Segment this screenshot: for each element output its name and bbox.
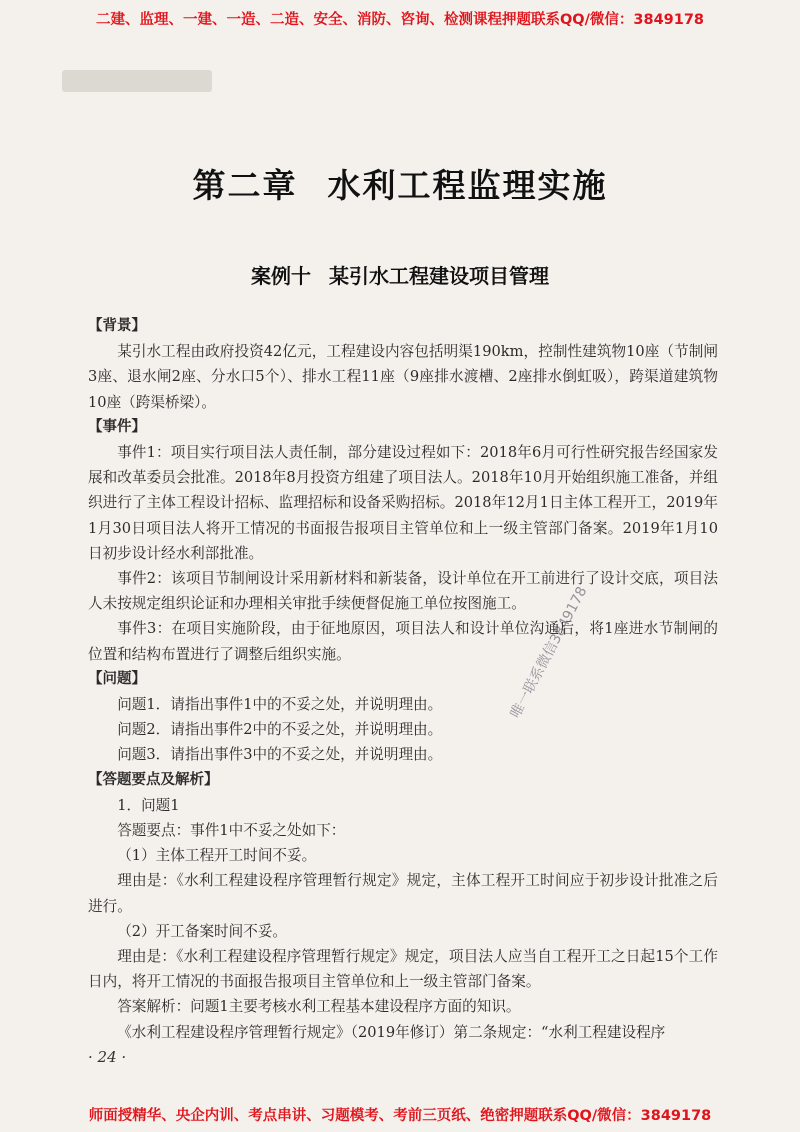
background-paragraph: 某引水工程由政府投资42亿元，工程建设内容包括明渠190km，控制性建筑物10座（节制闸3座、退水闸2座、分水口5个）、排水工程11座（9座排水渡槽、2座排水倒虹吸），跨渠道建筑物10座（跨渠桥梁）。 bbox=[88, 343, 718, 411]
chapter-name: 水利工程监理实施 bbox=[327, 166, 608, 205]
answer-1-title: 1．问题1 bbox=[117, 796, 180, 814]
answer-1-intro: 答题要点：事件1中不妥之处如下： bbox=[117, 822, 346, 840]
answer-1-reason-2: 理由是：《水利工程建设程序管理暂行规定》规定，项目法人应当自工程开工之日起15个工作日内，将开工情况的书面报告报项目主管单位和上一级主管部门备案。 bbox=[88, 948, 718, 991]
chapter-title bbox=[0, 160, 800, 207]
events-heading: 【事件】 bbox=[88, 418, 146, 435]
answer-1-reason-1: 理由是：《水利工程建设程序管理暂行规定》规定，主体工程开工时间应于初步设计批准之后进行。 bbox=[88, 872, 718, 915]
case-name: 某引水工程建设项目管理 bbox=[329, 264, 549, 288]
document-body bbox=[88, 314, 718, 1045]
analysis-paragraph: 答案解析：问题1主要考核水利工程基本建设程序方面的知识。 bbox=[117, 998, 521, 1016]
event-3-paragraph: 事件3：在项目实施阶段，由于征地原因，项目法人和设计单位沟通后，将1座进水节制闸的位置和结构布置进行了调整后组织实施。 bbox=[88, 620, 718, 663]
event-2-paragraph: 事件2：该项目节制闸设计采用新材料和新装备，设计单位在开工前进行了设计交底，项目法人未按规定组织论证和办理相关审批手续便督促施工单位按图施工。 bbox=[88, 570, 718, 613]
event-1-paragraph: 事件1：项目实行项目法人责任制，部分建设过程如下：2018年6月可行性研究报告经国家发展和改革委员会批准。2018年8月投资方组建了项目法人。2018年10月开始组织施工准备，并组织进行了主体工程设计招标、监理招标和设备采购招标。2018年12月1日主体工程开工，2019年1月30日项目法人将开工情况的书面报告报项目主管单位和上一级主管部门备案。2019年1月10日初步设计经水利部批准。 bbox=[88, 444, 718, 562]
page-number: · 24 · bbox=[88, 1048, 127, 1066]
regulation-paragraph: 《水利工程建设程序管理暂行规定》（2019年修订）第二条规定：“水利工程建设程序 bbox=[117, 1023, 666, 1041]
answer-1-item-1: （1）主体工程开工时间不妥。 bbox=[117, 847, 317, 865]
diagonal-watermark: 唯一联系微信3849178 bbox=[507, 584, 591, 721]
case-number: 案例十 bbox=[251, 264, 311, 288]
questions-heading: 【问题】 bbox=[88, 670, 146, 687]
question-2: 问题2．请指出事件2中的不妥之处，并说明理由。 bbox=[117, 721, 443, 739]
question-3: 问题3．请指出事件3中的不妥之处，并说明理由。 bbox=[117, 746, 443, 764]
chapter-number: 第二章 bbox=[192, 166, 298, 205]
bottom-contact-banner: 师面授精华、央企内训、考点串讲、习题模考、考前三页纸、绝密押题联系QQ/微信：3849178 bbox=[88, 1108, 712, 1124]
answers-heading: 【答题要点及解析】 bbox=[88, 771, 219, 788]
top-contact-banner: 二建、监理、一建、一造、二造、安全、消防、咨询、检测课程押题联系QQ/微信：3849178 bbox=[95, 12, 705, 28]
case-title bbox=[0, 260, 800, 289]
answer-1-item-2: （2）开工备案时间不妥。 bbox=[117, 922, 288, 940]
header-smudge bbox=[62, 70, 212, 92]
question-1: 问题1．请指出事件1中的不妥之处，并说明理由。 bbox=[117, 696, 443, 714]
background-heading: 【背景】 bbox=[88, 318, 146, 334]
